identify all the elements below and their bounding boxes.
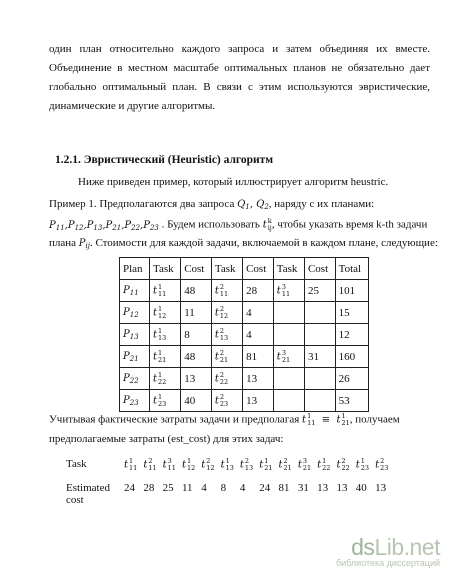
est-task-row bbox=[66, 458, 391, 482]
est-task-cell: t2 13 bbox=[239, 457, 254, 472]
task-cell: t3 11 bbox=[273, 280, 304, 302]
est-cost-cell: 25 bbox=[162, 482, 174, 494]
assumption-line-2: предполагаемые затраты (est_cost) для этих задач: bbox=[49, 433, 284, 445]
plan-cell: $P_{21}$ bbox=[120, 346, 150, 368]
task-cell: t1 11 bbox=[150, 280, 181, 302]
task-cell: t1 22 bbox=[150, 368, 181, 390]
dslib-watermark bbox=[324, 534, 440, 568]
plans-header-2: Cost bbox=[181, 258, 212, 280]
example-l3-a: плана bbox=[49, 237, 77, 249]
task-cell: t2 12 bbox=[211, 302, 242, 324]
est-task-cell: t3 21 bbox=[297, 457, 312, 472]
cost-cell bbox=[304, 324, 335, 346]
total-cell: 53 bbox=[335, 390, 368, 412]
est-cost-cell: 8 bbox=[220, 482, 227, 494]
plans-header-row bbox=[120, 258, 369, 280]
example-l1-visible bbox=[49, 198, 374, 211]
est-cost-cell: 28 bbox=[143, 482, 155, 494]
est-cost-cell: 13 bbox=[375, 482, 387, 494]
task-cell bbox=[273, 302, 304, 324]
task-cell: t2 22 bbox=[211, 368, 242, 390]
est-cost-cell: 24 bbox=[259, 482, 271, 494]
q1-q2-math: $Q_1$, $Q_2$ bbox=[237, 199, 269, 211]
t-ij-k-math: tk ij bbox=[262, 217, 272, 232]
cost-cell: 48 bbox=[181, 280, 212, 302]
task-cell: t1 13 bbox=[150, 324, 181, 346]
est-label-2: cost bbox=[66, 494, 84, 506]
est-task-label: Task bbox=[66, 458, 87, 470]
task-cell: t2 13 bbox=[211, 324, 242, 346]
task-cell: t1 21 bbox=[150, 346, 181, 368]
plan-list-math: $P_{11},P_{12},P_{13},P_{21},P_{22},P_{23}$ bbox=[49, 219, 159, 232]
assumption-line-1 bbox=[49, 413, 400, 427]
est-cost-cell: 4 bbox=[201, 482, 207, 494]
plans-row bbox=[120, 346, 369, 368]
dslib-subtitle: библиотека диссертаций bbox=[335, 558, 440, 568]
example-l2-visible bbox=[49, 218, 427, 232]
plans-header-6: Cost bbox=[304, 258, 335, 280]
est-cost-cell: 4 bbox=[239, 482, 246, 494]
est-task-cell: t2 23 bbox=[375, 457, 389, 472]
cost-cell: 28 bbox=[243, 280, 274, 302]
est-task-cell: t1 21 bbox=[259, 457, 273, 472]
plans-header-7: Total bbox=[335, 258, 368, 280]
plans-header-4: Cost bbox=[243, 258, 274, 280]
example-l1-b: , наряду с их планами: bbox=[268, 198, 375, 210]
plan-cell: $P_{12}$ bbox=[120, 302, 150, 324]
example-l2-b: , чтобы указать время k-th задачи bbox=[271, 218, 428, 231]
plans-row bbox=[120, 280, 369, 302]
cost-cell: 81 bbox=[243, 346, 274, 368]
cost-cell: 31 bbox=[304, 346, 335, 368]
task-cell: t3 21 bbox=[273, 346, 304, 368]
cost-cell: 4 bbox=[243, 302, 274, 324]
est-label-1: Estimated bbox=[66, 482, 110, 494]
est-task-cell: t2 12 bbox=[201, 457, 215, 472]
est-task-cell: t1 22 bbox=[317, 457, 331, 472]
intro-line-4: другие алгоритмы. bbox=[127, 100, 216, 112]
cost-cell: 13 bbox=[243, 368, 274, 390]
cost-cell bbox=[304, 390, 335, 412]
total-cell: 101 bbox=[335, 280, 368, 302]
est-cost-cell: 40 bbox=[355, 482, 367, 494]
logo-rest: Lib.net bbox=[374, 534, 440, 560]
plans-header-3: Task bbox=[211, 258, 242, 280]
est-task-cell: t2 11 bbox=[143, 457, 157, 472]
est-cost-label bbox=[66, 482, 121, 506]
plan-cell: $P_{11}$ bbox=[120, 280, 150, 302]
intro-line-1: один план относительно каждого запроса и затем объединяя их вместе. Объединение bbox=[49, 43, 430, 74]
plans-header-5: Task bbox=[273, 258, 304, 280]
cost-cell bbox=[304, 302, 335, 324]
plans-row bbox=[120, 324, 369, 346]
example-l3-b: . Стоимости для каждой задачи, включаемой в каждом плане, следующие: bbox=[89, 237, 438, 249]
plan-cell: $P_{23}$ bbox=[120, 390, 150, 412]
cost-cell: 25 bbox=[304, 280, 335, 302]
plans-row bbox=[120, 390, 369, 412]
plan-cell: $P_{22}$ bbox=[120, 368, 150, 390]
est-cost-cell: 24 bbox=[124, 482, 135, 494]
example-l3-visible bbox=[49, 237, 438, 250]
est-cost-cell: 81 bbox=[278, 482, 290, 494]
total-cell: 15 bbox=[335, 302, 368, 324]
task-cell: t1 23 bbox=[150, 390, 181, 412]
plans-table bbox=[119, 257, 369, 412]
cost-cell: 4 bbox=[243, 324, 274, 346]
intro-paragraph bbox=[49, 40, 430, 116]
est-task-cell: t1 13 bbox=[220, 457, 234, 472]
task-cell: t2 23 bbox=[211, 390, 242, 412]
task-cell: t2 21 bbox=[211, 346, 242, 368]
plans-header-0: Plan bbox=[120, 258, 150, 280]
plans-header-1: Task bbox=[150, 258, 181, 280]
task-cell: t1 12 bbox=[150, 302, 181, 324]
intro-line-3: оптимальный план. В связи с этим используются эвристические, динамические и bbox=[49, 81, 430, 112]
est-task-cell: t1 11 bbox=[124, 457, 138, 472]
est-cost-cell: 13 bbox=[317, 482, 329, 494]
section-subtitle: Ниже приведен пример, который иллюстрирует алгоритм heustric. bbox=[78, 176, 389, 188]
section-heading: 1.2.1. Эвристический (Heuristic) алгоритм bbox=[55, 154, 274, 166]
est-task-cell: t2 21 bbox=[278, 457, 292, 472]
est-cost-row bbox=[66, 482, 391, 506]
est-cost-cell: 11 bbox=[181, 482, 193, 494]
cost-cell: 11 bbox=[181, 302, 212, 324]
example-l2-a: . Будем использовать bbox=[161, 218, 260, 231]
cost-cell bbox=[304, 368, 335, 390]
task-cell bbox=[273, 324, 304, 346]
plans-row bbox=[120, 302, 369, 324]
p-ij-math: $P_{ij}$ bbox=[78, 238, 90, 250]
intro-line-2: в местном масштабе оптимальных планов не обязательно дает глобально bbox=[49, 62, 430, 93]
dslib-logo bbox=[324, 534, 440, 561]
task-cell bbox=[273, 390, 304, 412]
cost-cell: 13 bbox=[243, 390, 274, 412]
assumption-l1-b: , получаем bbox=[349, 413, 400, 426]
est-task-cell: t1 23 bbox=[355, 457, 370, 472]
cost-cell: 48 bbox=[181, 346, 212, 368]
cost-cell: 13 bbox=[181, 368, 212, 390]
est-cost-cell: 13 bbox=[336, 482, 348, 494]
total-cell: 12 bbox=[335, 324, 368, 346]
est-task-cell: t2 22 bbox=[336, 457, 350, 472]
logo-ds: ds bbox=[351, 534, 375, 560]
cost-cell: 8 bbox=[181, 324, 212, 346]
t11-equiv-t21-math: t1 11 ≡ t1 21 bbox=[302, 412, 350, 427]
task-cell: t2 11 bbox=[211, 280, 242, 302]
plans-row bbox=[120, 368, 369, 390]
total-cell: 160 bbox=[335, 346, 368, 368]
est-task-cell: t3 11 bbox=[162, 457, 176, 472]
est-cost-table bbox=[66, 458, 391, 506]
total-cell: 26 bbox=[335, 368, 368, 390]
task-cell bbox=[273, 368, 304, 390]
plan-cell: $P_{13}$ bbox=[120, 324, 150, 346]
cost-cell: 40 bbox=[181, 390, 212, 412]
est-cost-cell: 31 bbox=[297, 482, 309, 494]
assumption-l1-a: Учитывая фактические затраты задачи и предполагая bbox=[49, 413, 300, 426]
example-l1-a: Пример 1. Предполагаются два запроса bbox=[49, 198, 235, 210]
est-task-cell: t1 12 bbox=[181, 457, 196, 472]
